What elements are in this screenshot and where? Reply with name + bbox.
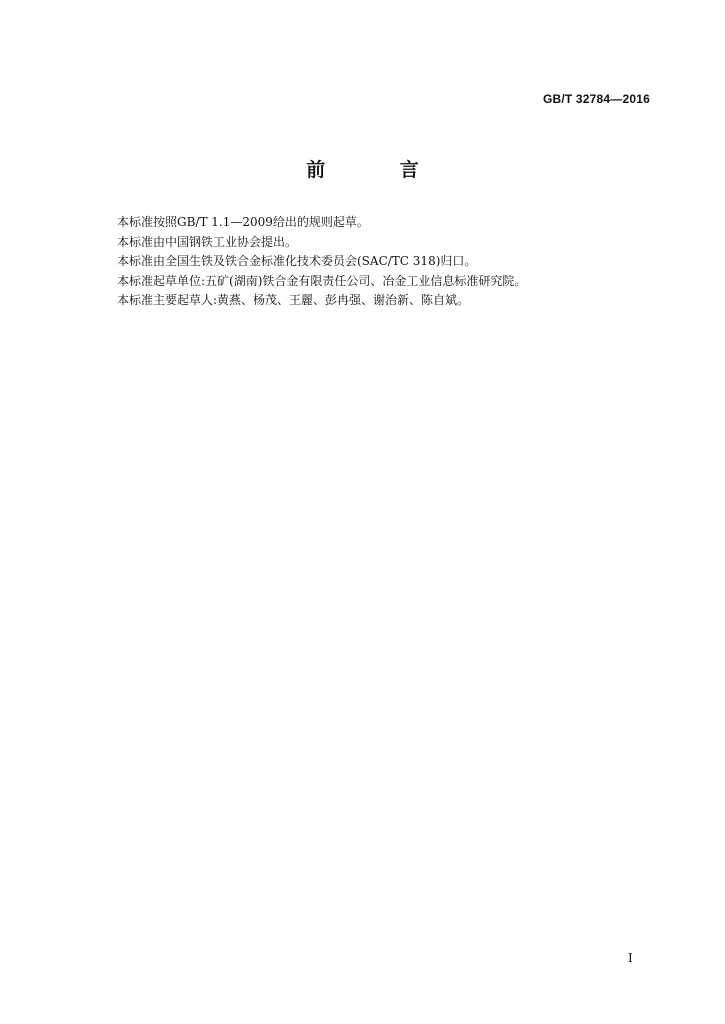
foreword-body [117,213,637,311]
paragraph-drafting-rules: 本标准按照GB/T 1.1—2009给出的规则起草。 [117,215,369,229]
paragraph-proposer: 本标准由中国钢铁工业协会提出。 [117,234,298,249]
standard-code: GB/T 32784—2016 [542,92,650,106]
paragraph-technical-committee: 本标准由全国生铁及铁合金标准化技术委员会(SAC/TC 318)归口。 [117,254,477,268]
page-title: 前 言 [306,159,453,181]
paragraph-drafters: 本标准主要起草人:黄燕、杨茂、王麗、彭冉强、谢治新、陈自斌。 [117,293,470,307]
paragraph-drafting-units: 本标准起草单位:五矿(湖南)铁合金有限责任公司、冶金工业信息标准研究院。 [117,273,527,288]
page-number: I [628,951,633,965]
